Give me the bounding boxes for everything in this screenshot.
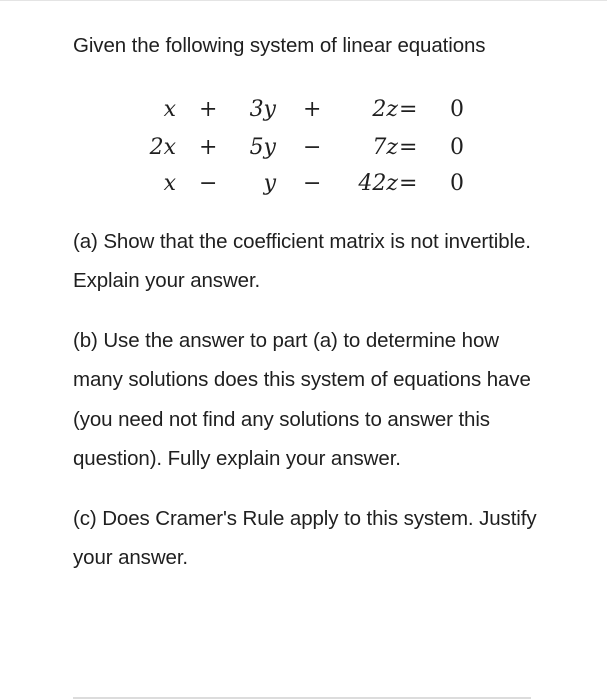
equation-row-3 xyxy=(0,165,607,203)
equals-sign: = xyxy=(399,134,418,160)
z-term: 7z xyxy=(372,134,398,160)
equation-system xyxy=(0,66,607,222)
part-c-text: (c) Does Cramer's Rule apply to this system. Justify your answer. xyxy=(73,506,537,569)
operator: + xyxy=(199,96,218,122)
operator: − xyxy=(199,170,218,196)
question-intro: Given the following system of linear equations xyxy=(73,34,486,57)
part-a-text: (a) Show that the coefficient matrix is not invertible. Explain your answer. xyxy=(73,229,531,292)
equals-sign: = xyxy=(399,170,418,196)
equation-row-1 xyxy=(0,91,607,129)
x-term: 2x xyxy=(149,134,176,160)
z-term: 2z xyxy=(372,96,398,122)
equals-sign: = xyxy=(399,96,418,122)
operator: + xyxy=(303,96,322,122)
x-term: x xyxy=(163,170,176,196)
part-b-text: (b) Use the answer to part (a) to determine how many solutions does this system of equations have (you need not find any solutions to answer this question). Fully explain your answer. xyxy=(73,328,531,470)
rhs-value: 0 xyxy=(450,134,464,160)
y-term: 5y xyxy=(249,134,276,160)
operator: − xyxy=(303,170,322,196)
operator: + xyxy=(199,134,218,160)
question-body xyxy=(73,26,543,578)
top-border xyxy=(0,0,607,1)
y-term: 3y xyxy=(249,96,276,122)
bottom-divider xyxy=(73,697,531,699)
z-term: 42z xyxy=(358,170,398,196)
rhs-value: 0 xyxy=(450,170,464,196)
y-term: y xyxy=(263,170,276,196)
equation-row-2 xyxy=(0,129,607,167)
operator: − xyxy=(303,134,322,160)
rhs-value: 0 xyxy=(450,96,464,122)
x-term: x xyxy=(163,96,176,122)
